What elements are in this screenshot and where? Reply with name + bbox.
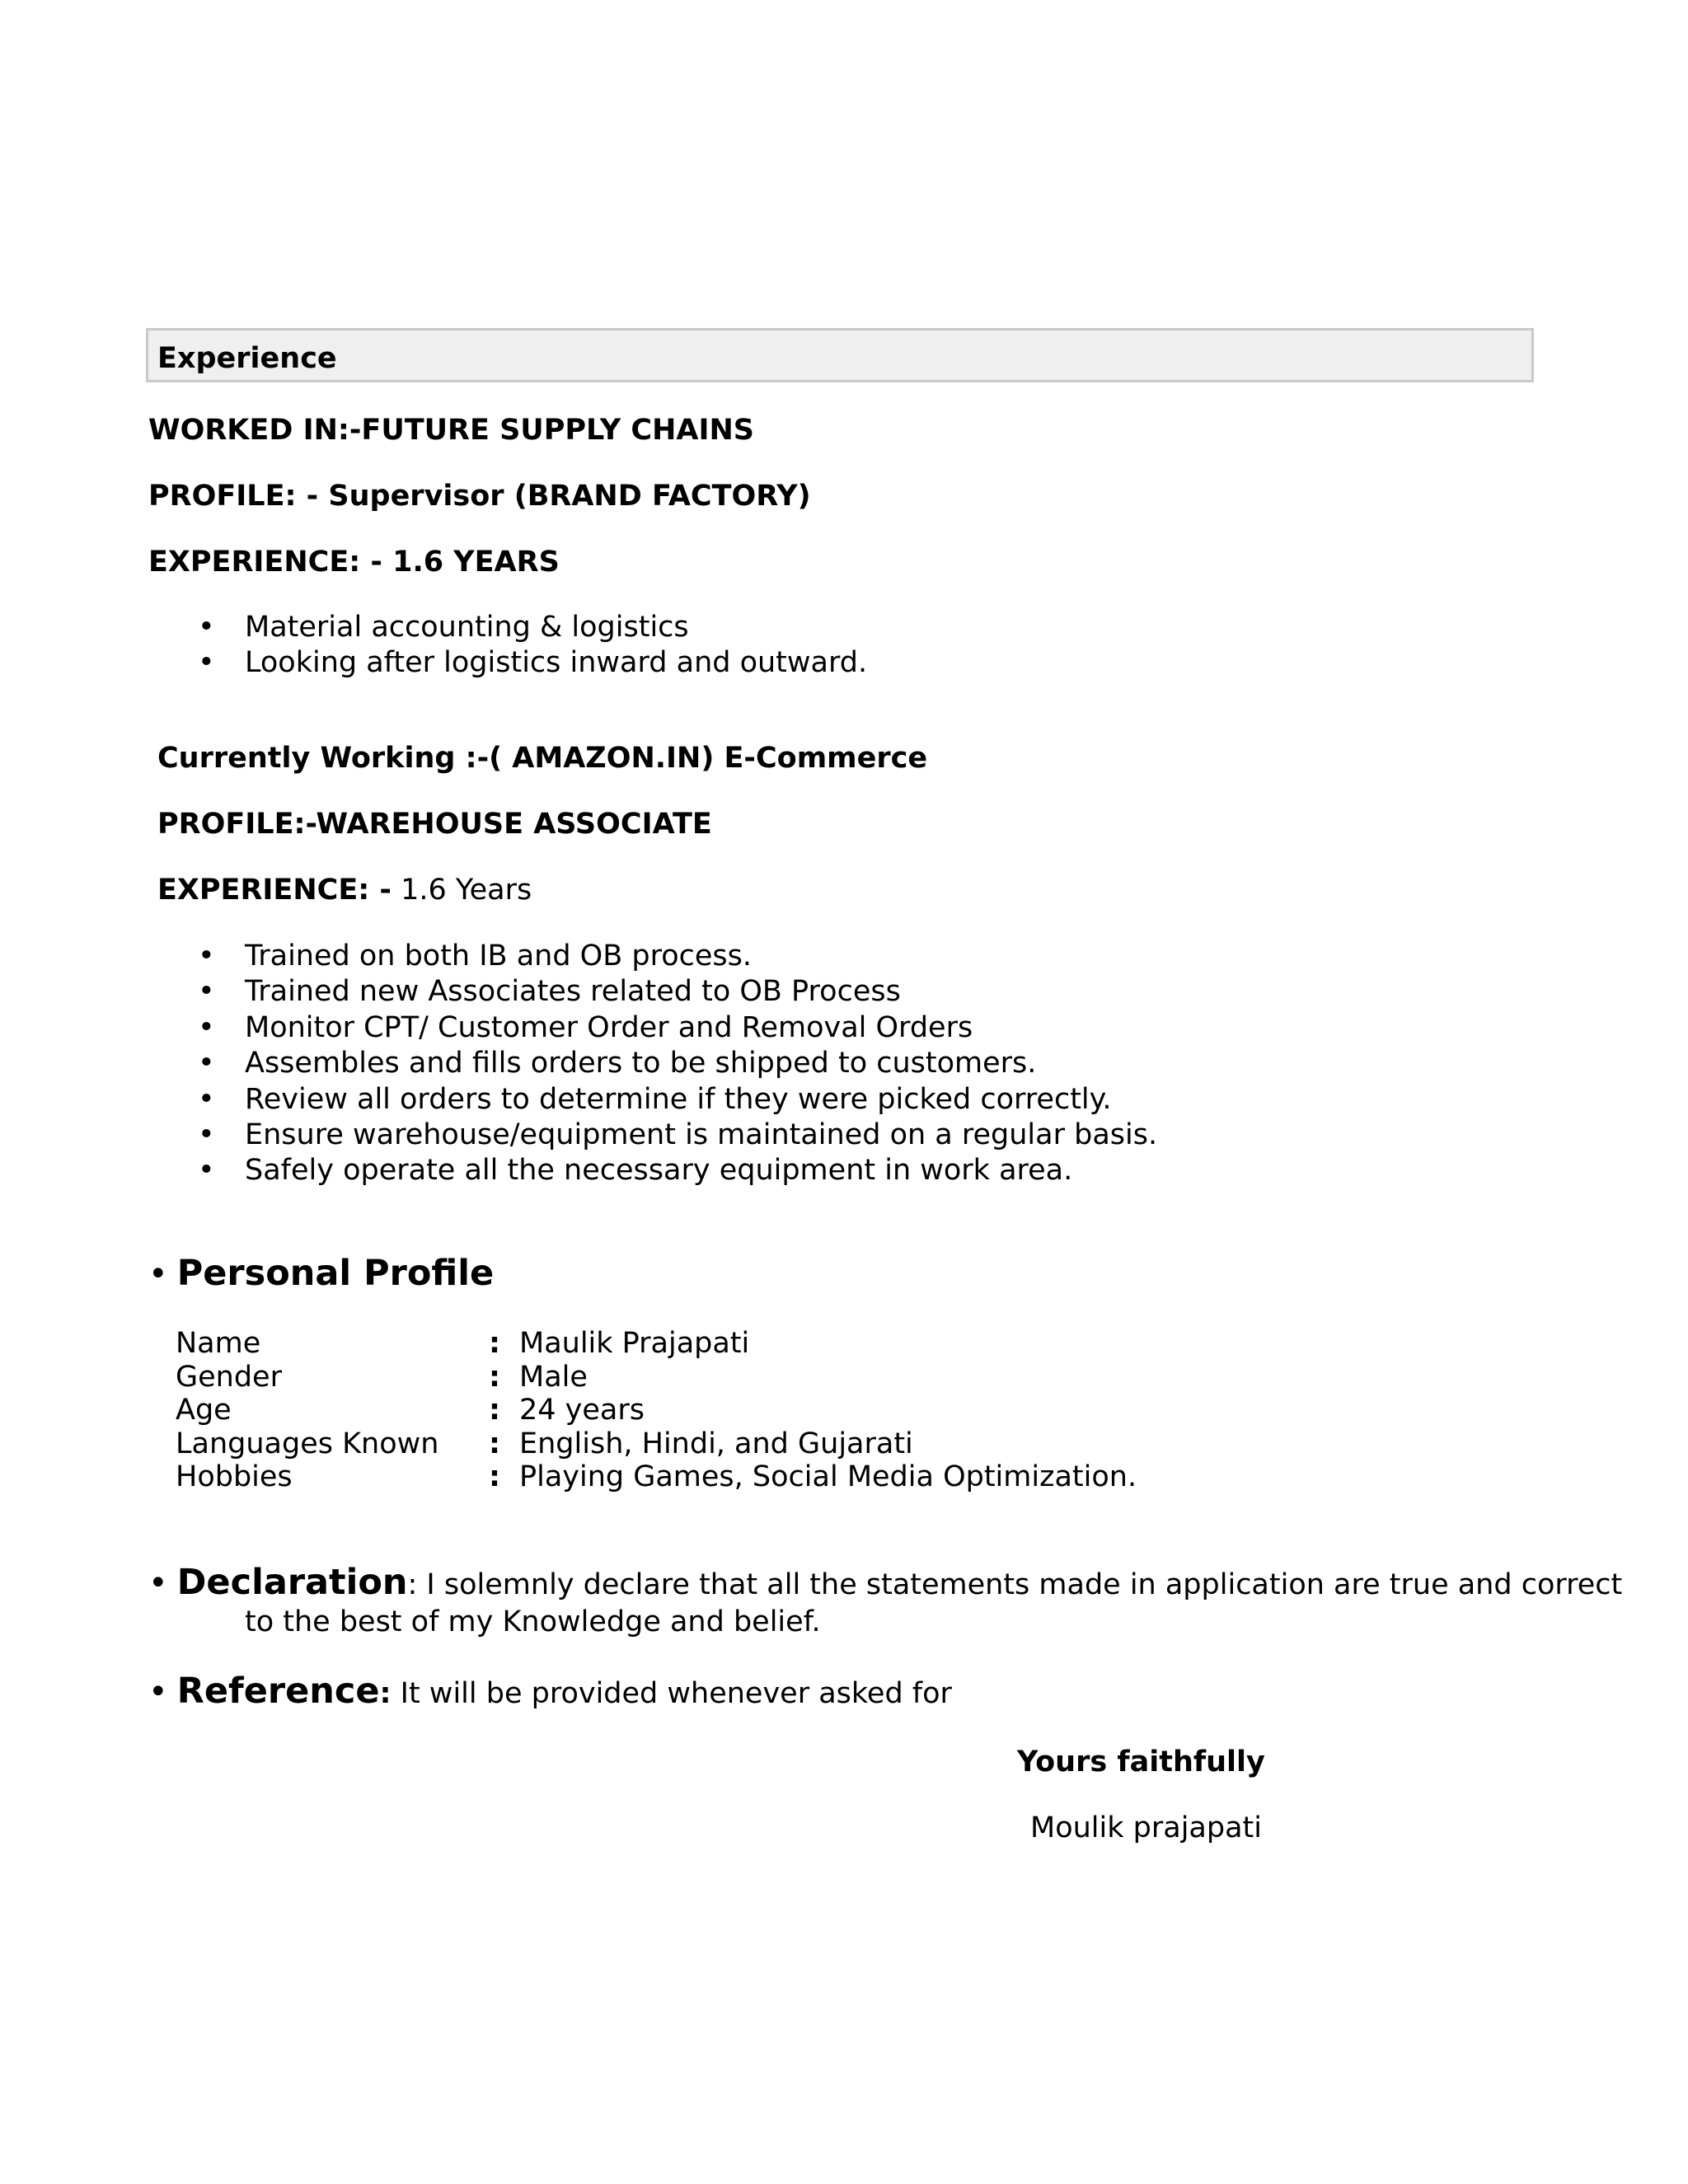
- list-item: • Material accounting & logistics: [198, 610, 867, 645]
- profile-colon: :: [489, 1360, 500, 1394]
- profile-colon: :: [489, 1327, 500, 1360]
- profile-colon: :: [489, 1394, 500, 1427]
- profile-colon: :: [489, 1460, 500, 1493]
- job1-experience: EXPERIENCE: - 1.6 YEARS: [148, 546, 560, 579]
- list-item: • Assembles and fills orders to be shipped to customers.: [198, 1046, 1157, 1081]
- profile-label: Age: [176, 1394, 232, 1427]
- declaration-line1: [148, 1562, 1622, 1603]
- profile-label: Languages Known: [176, 1427, 439, 1460]
- bullet-icon: •: [148, 1255, 168, 1293]
- job1-worked-in: WORKED IN:-FUTURE SUPPLY CHAINS: [148, 414, 754, 447]
- job2-experience-label: EXPERIENCE: -: [157, 874, 392, 907]
- experience-section-header: [146, 328, 1534, 382]
- reference-colon: :: [379, 1677, 392, 1710]
- profile-label: Gender: [176, 1360, 282, 1394]
- profile-value: English, Hindi, and Gujarati: [519, 1427, 913, 1460]
- list-item: • Trained new Associates related to OB Process: [198, 974, 1157, 1010]
- personal-profile-heading-row: [148, 1253, 494, 1294]
- job2-currently-working: Currently Working :-( AMAZON.IN) E-Commerce: [157, 742, 928, 775]
- declaration-text: : I solemnly declare that all the statements made in application are true and correct: [407, 1568, 1623, 1601]
- job2-profile: PROFILE:-WAREHOUSE ASSOCIATE: [157, 808, 712, 841]
- declaration-heading: Declaration: [176, 1562, 408, 1603]
- job1-profile: PROFILE: - Supervisor (BRAND FACTORY): [148, 480, 811, 513]
- list-item: • Monitor CPT/ Customer Order and Removal Orders: [198, 1010, 1157, 1046]
- profile-label: Hobbies: [176, 1460, 293, 1493]
- profile-colon: :: [489, 1427, 500, 1460]
- experience-section-title: Experience: [157, 342, 337, 375]
- bullet-icon: •: [148, 1673, 168, 1711]
- job2-duties-list: [198, 939, 1157, 1189]
- reference-heading: Reference: [176, 1671, 380, 1712]
- closing-salutation: Yours faithfully: [1017, 1746, 1265, 1779]
- personal-profile-heading: Personal Profile: [176, 1253, 495, 1294]
- job2-experience: [157, 874, 532, 907]
- profile-value: Maulik Prajapati: [519, 1327, 750, 1360]
- signature-name: Moulik prajapati: [1030, 1811, 1262, 1844]
- profile-value: Male: [519, 1360, 588, 1394]
- reference-text: It will be provided whenever asked for: [391, 1677, 952, 1710]
- reference-line: [148, 1671, 952, 1712]
- list-item: • Trained on both IB and OB process.: [198, 939, 1157, 974]
- profile-value: 24 years: [519, 1394, 645, 1427]
- list-item: • Safely operate all the necessary equipment in work area.: [198, 1153, 1157, 1188]
- bullet-icon: •: [148, 1564, 168, 1602]
- job2-experience-value: 1.6 Years: [401, 874, 532, 907]
- list-item: • Looking after logistics inward and outward.: [198, 645, 867, 681]
- job1-duties-list: [198, 610, 867, 682]
- profile-value: Playing Games, Social Media Optimization.: [519, 1460, 1137, 1493]
- profile-label: Name: [176, 1327, 261, 1360]
- list-item: • Ensure warehouse/equipment is maintained on a regular basis.: [198, 1118, 1157, 1153]
- declaration-line2: to the best of my Knowledge and belief.: [245, 1605, 821, 1638]
- list-item: • Review all orders to determine if they were picked correctly.: [198, 1082, 1157, 1118]
